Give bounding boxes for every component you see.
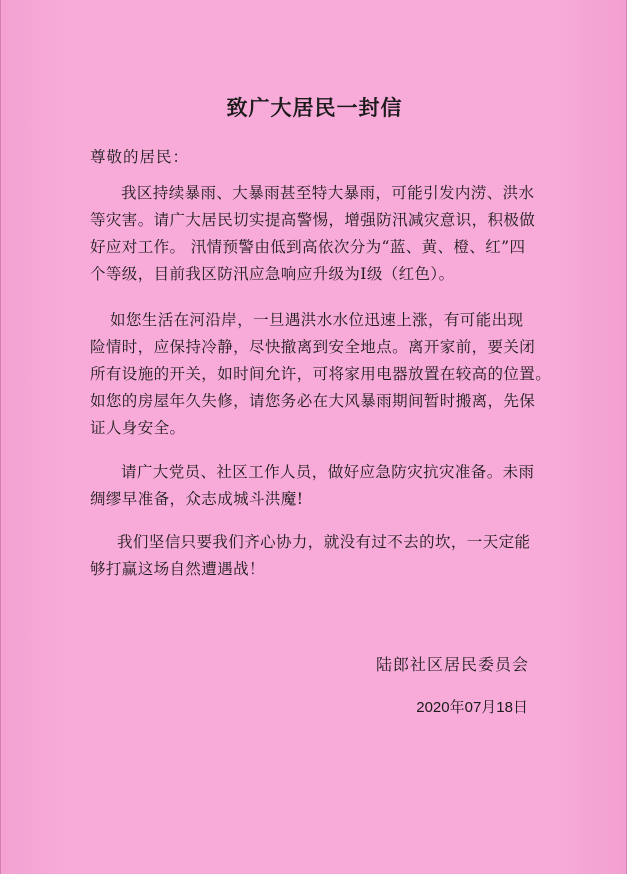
paragraph-line: 请广大党员、社区工作人员，做好应急防灾抗灾准备。未雨 <box>121 463 535 481</box>
paragraph-line: 如您的房屋年久失修，请您务必在大风暴雨期间暂时搬离，先保 <box>90 392 536 410</box>
signature-committee-name: 陆郎社区居民委员会 <box>375 655 529 674</box>
paragraph-line: 证人身安全。 <box>90 419 186 437</box>
paragraph-line: 好应对工作。 汛情预警由低到高依次分为“蓝、黄、橙、红”四 <box>90 238 526 256</box>
paragraph-line: 如您生活在河沿岸，一旦遇洪水水位迅速上涨，有可能出现 <box>110 311 524 329</box>
paragraph-line: 我区持续暴雨、大暴雨甚至特大暴雨，可能引发内涝、洪水 <box>121 184 535 202</box>
paragraph-4 <box>90 529 537 583</box>
paragraph-line: 个等级，目前我区防汛应急响应升级为Ⅰ级（红色）。 <box>90 265 455 283</box>
paragraph-line: 所有设施的开关，如时间允许，可将家用电器放置在较高的位置。 <box>90 365 552 383</box>
paragraph-line: 我们坚信只要我们齐心协力，就没有过不去的坎，一天定能 <box>117 533 531 551</box>
paragraph-line: 等灾害。请广大居民切实提高警惕，增强防汛减灾意识，积极做 <box>90 211 536 229</box>
paragraph-line: 险情时，应保持冷静，尽快撤离到安全地点。离开家前，要关闭 <box>90 338 536 356</box>
paragraph-2 <box>90 307 552 442</box>
paragraph-line: 绸缪早准备，众志成城斗洪魔! <box>90 490 304 508</box>
paragraph-3 <box>90 459 537 513</box>
letter-title: 致广大居民一封信 <box>226 95 403 120</box>
letter-date: 2020年07月18日 <box>416 699 528 716</box>
paragraph-line: 够打赢这场自然遭遇战！ <box>90 560 265 578</box>
paragraph-1 <box>90 180 537 288</box>
salutation: 尊敬的居民： <box>90 148 190 166</box>
